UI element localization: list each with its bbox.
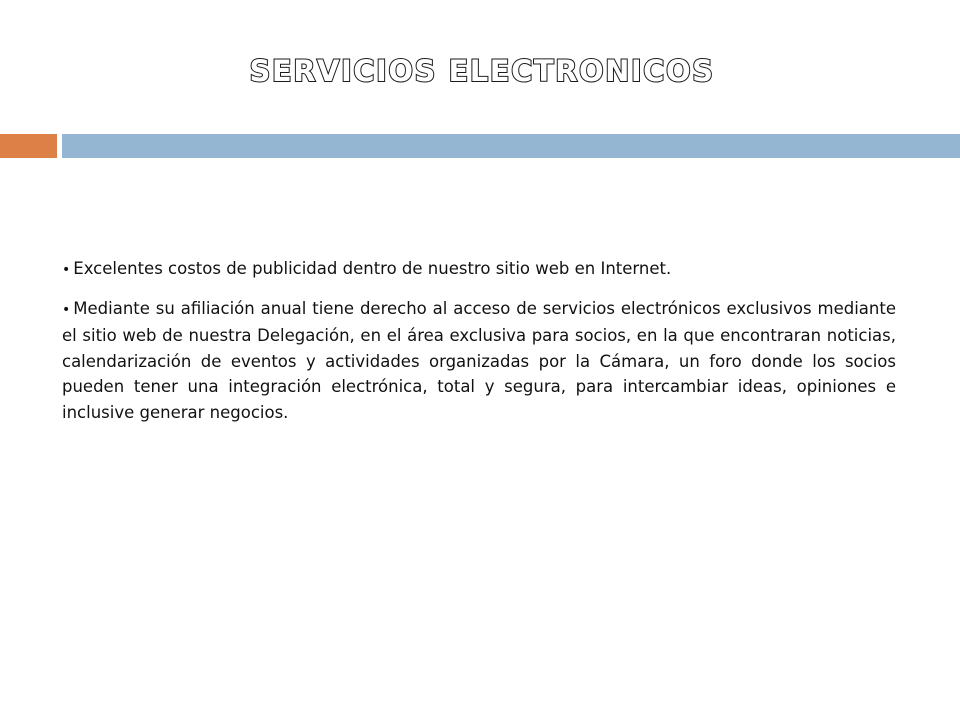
- bullet-icon: •: [62, 262, 71, 278]
- accent-bar-orange: [0, 134, 57, 158]
- bullet-item: [62, 296, 896, 426]
- bullet-text: Excelentes costos de publicidad dentro de nuestro sitio web en Internet.: [73, 259, 672, 278]
- slide-title-text: SERVICIOS ELECTRONICOS: [249, 54, 715, 88]
- slide-body: [62, 256, 896, 437]
- slide-title: [0, 52, 960, 89]
- accent-bar-blue: [62, 134, 960, 158]
- bullet-item: [62, 256, 896, 284]
- bullet-icon: •: [62, 301, 71, 318]
- bullet-text: Mediante su afiliación anual tiene derecho al acceso de servicios electrónicos exclusivos mediante el sitio web de nuestra Delegación, en el área exclusiva para socios, en la que encontraran noticias, calendarización de eventos y actividades organizadas por la Cámara, un foro donde los socios pueden tener una integración electrónica, total y segura, para intercambiar ideas, opiniones e inclusive generar negocios.: [62, 298, 896, 422]
